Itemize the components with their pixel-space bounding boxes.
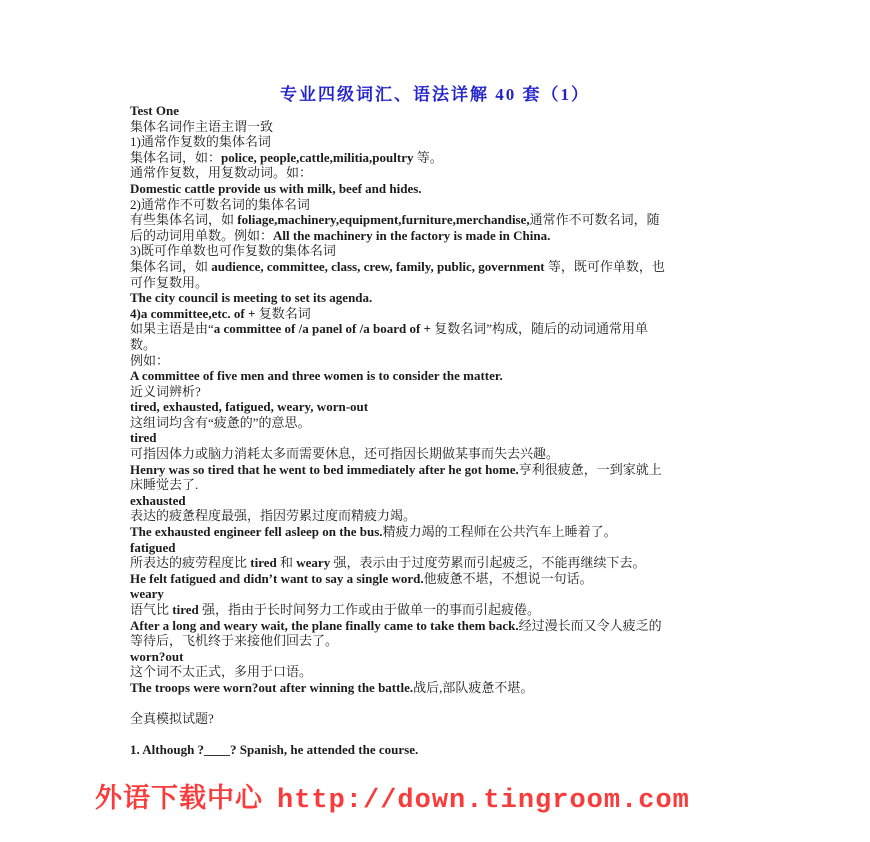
text-run: 后的动词用单数。例如：: [130, 227, 274, 243]
text-line: [130, 602, 810, 618]
text-line: [130, 275, 810, 291]
text-line: [130, 384, 810, 400]
text-line: [130, 259, 810, 275]
text-line: [130, 742, 810, 758]
text-line: [130, 321, 810, 337]
text-run: police, people,cattle,militia,poultry: [221, 149, 414, 165]
text-line: [130, 696, 810, 712]
text-line: [130, 430, 810, 446]
text-line: [130, 119, 810, 135]
text-line: [130, 664, 810, 680]
text-run: foliage,machinery,equipment,furniture,merchandise,: [237, 212, 530, 228]
text-line: [130, 181, 810, 197]
text-line: [130, 524, 810, 540]
text-line: [130, 197, 810, 213]
text-run: 集体名词作主语主谓一致: [130, 118, 274, 134]
text-line: [130, 711, 810, 727]
page-title: 专业四级词汇、语法详解 40 套（1）: [280, 85, 590, 104]
text-run: 等待后，飞机终于来接他们回去了。: [130, 633, 339, 649]
text-run: weary: [130, 586, 164, 602]
text-run: 1. Although ?____? Spanish, he attended the course.: [130, 742, 419, 758]
text-line: [130, 493, 810, 509]
text-line: [130, 103, 810, 119]
footer-url-link[interactable]: http://down.tingroom.com: [277, 786, 690, 816]
text-run: 全真模拟试题?: [130, 711, 214, 727]
text-run: All the machinery in the factory is made in China.: [273, 227, 551, 243]
text-run: 2)通常作不可数名词的集体名词: [130, 196, 310, 212]
footer-watermark: [95, 776, 690, 816]
text-run: 近义词辨析?: [130, 383, 201, 399]
text-run: audience, committee, class, crew, family, public, government: [211, 258, 545, 274]
text-run: 床睡觉去了.: [130, 477, 199, 493]
text-run: 亨利很疲惫，一到家就上: [518, 461, 662, 477]
text-run: Test One: [130, 103, 179, 118]
text-line: [130, 586, 810, 602]
text-run: tired, exhausted, fatigued, weary, worn-out: [130, 399, 369, 415]
footer-site-label: 外语下载中心: [95, 786, 263, 816]
text-line: [130, 540, 810, 556]
text-line: [130, 477, 810, 493]
text-run: 强，表示由于过度劳累而引起疲乏，不能再继续下去。: [330, 555, 646, 571]
text-run: The troops were worn?out after winning the battle.: [130, 679, 414, 695]
text-run: 如果主语是由“: [130, 321, 214, 337]
text-run: 这个词不太正式，多用于口语。: [130, 664, 313, 680]
text-run: 可指因体力或脑力消耗太多而需要休息，还可指因长期做某事而失去兴趣。: [130, 446, 560, 462]
text-line: [130, 337, 810, 353]
text-run: 经过漫长而又令人疲乏的: [518, 617, 662, 633]
text-run: 4)a committee,etc. of +: [130, 305, 259, 321]
text-run: 强，指由于长时间努力工作或由于做单一的事而引起疲倦。: [198, 602, 541, 617]
text-run: 等，既可作单数，也: [544, 258, 665, 274]
document-body: [130, 103, 810, 758]
text-line: [130, 134, 810, 150]
text-run: He felt fatigued and didn’t want to say a single word.: [130, 570, 424, 586]
text-run: tired: [130, 430, 157, 446]
text-run: tired: [172, 602, 199, 617]
text-line: [130, 446, 810, 462]
text-run: worn?out: [130, 648, 184, 664]
text-run: 通常作复数，用复数动词。如：: [130, 165, 313, 181]
text-run: 通常作不可数名词，随: [529, 212, 660, 228]
text-line: [130, 555, 810, 571]
text-line: [130, 399, 810, 415]
text-run: 这组词均含有“疲惫的”的意思。: [130, 414, 311, 430]
text-line: [130, 306, 810, 322]
text-run: exhausted: [130, 492, 186, 508]
text-line: [130, 212, 810, 228]
text-run: A committee of five men and three women is to consider the matter.: [130, 368, 503, 384]
text-run: 和: [276, 555, 297, 571]
text-line: [130, 353, 810, 369]
text-run: 例如：: [130, 352, 170, 368]
text-run: Domestic cattle provide us with milk, beef and hides.: [130, 180, 422, 196]
text-line: [130, 618, 810, 634]
text-run: a committee of /a panel of /a board of +: [213, 321, 435, 337]
text-run: 战后,部队疲惫不堪。: [413, 679, 534, 695]
text-run: 集体名词，如: [130, 258, 212, 274]
text-line: [130, 727, 810, 743]
text-run: 复数名词: [258, 305, 311, 321]
text-run: 语气比: [130, 602, 173, 617]
text-run: After a long and weary wait, the plane finally came to take them back.: [130, 617, 519, 633]
text-line: [130, 165, 810, 181]
text-line: [130, 633, 810, 649]
text-run: The exhausted engineer fell asleep on the bus.: [130, 524, 383, 540]
text-run: 他疲惫不堪，不想说一句话。: [423, 570, 593, 586]
text-run: tired: [250, 555, 277, 571]
text-line: [130, 290, 810, 306]
text-run: 数。: [130, 336, 157, 352]
text-line: [130, 571, 810, 587]
text-line: [130, 415, 810, 431]
text-run: 集体名词，如：: [130, 149, 222, 165]
text-run: Henry was so tired that he went to bed immediately after he got home.: [130, 461, 519, 477]
text-run: 可作复数用。: [130, 274, 209, 290]
text-run: 表达的疲惫程度最强，指因劳累过度而精疲力竭。: [130, 508, 417, 524]
text-line: [130, 462, 810, 478]
text-run: 精疲力竭的工程师在公共汽车上睡着了。: [382, 524, 617, 540]
text-run: 有些集体名词，如: [130, 212, 238, 228]
text-run: 3)既可作单数也可作复数的集体名词: [130, 243, 336, 259]
text-run: fatigued: [130, 539, 176, 555]
text-line: [130, 243, 810, 259]
text-line: [130, 508, 810, 524]
text-run: 等。: [413, 149, 443, 165]
text-run: weary: [296, 555, 331, 571]
text-line: [130, 680, 810, 696]
text-line: [130, 150, 810, 166]
text-line: [130, 649, 810, 665]
text-run: The city council is meeting to set its agenda.: [130, 290, 373, 306]
text-run: 1)通常作复数的集体名词: [130, 134, 271, 150]
text-run: 所表达的疲劳程度比: [130, 555, 251, 571]
text-run: 复数名词”构成，随后的动词通常用单: [434, 321, 648, 337]
text-line: [130, 368, 810, 384]
text-line: [130, 228, 810, 244]
